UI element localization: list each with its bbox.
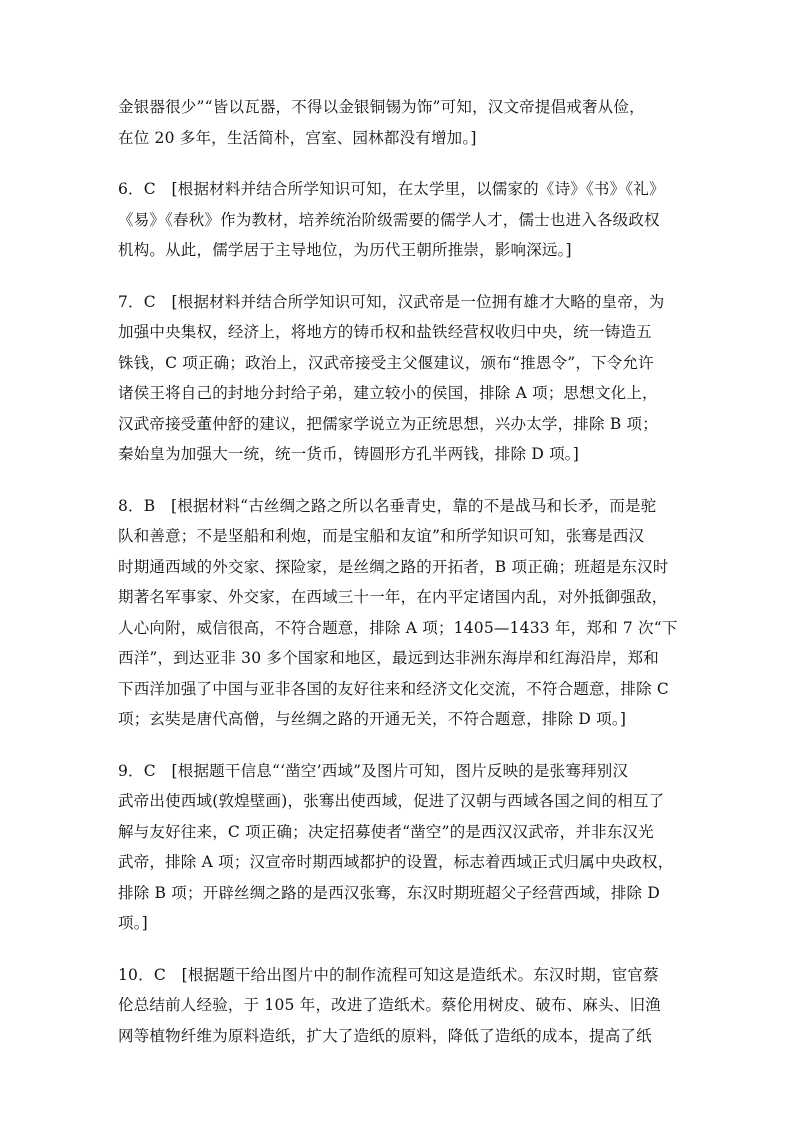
text-line: 下西洋加强了中国与亚非各国的友好往来和经济文化交流，不符合题意，排除 C bbox=[118, 679, 669, 698]
text-line: 西洋”，到达亚非 30 多个国家和地区，最远到达非洲东海岸和红海沿岸，郑和 bbox=[118, 649, 659, 667]
text-line: 秦始皇为加强大一统，统一货币，铸圆形方孔半两钱，排除 D 项。] bbox=[118, 445, 579, 463]
text-line: 9．C [根据题干信息“‘凿空’西域”及图片可知，图片反映的是张骞拜别汉 bbox=[118, 761, 629, 780]
text-line: 《易》《春秋》作为教材，培养统治阶级需要的儒学人才，儒士也进入各级政权 bbox=[118, 210, 660, 229]
text-line: 8．B [根据材料“古丝绸之路之所以名垂青史，靠的不是战马和长矛，而是驼 bbox=[118, 496, 657, 515]
paragraph-gap bbox=[118, 939, 680, 960]
text-line: 伦总结前人经验，于 105 年，改进了造纸术。蔡伦用树皮、破布、麻头、旧渔 bbox=[118, 996, 661, 1014]
text-line: 7．C [根据材料并结合所学知识可知，汉武帝是一位拥有雄才大略的皇帝，为 bbox=[118, 292, 665, 311]
text-line: 期著名军事家、外交家，在西域三十一年，在内平定诸国内乱，对外抵御强敌， bbox=[118, 588, 668, 606]
paragraph-gap bbox=[118, 470, 680, 491]
text-line: 网等植物纤维为原料造纸，扩大了造纸的原料，降低了造纸的成本，提高了纸 bbox=[118, 1026, 652, 1045]
text-line: 机构。从此，儒学居于主导地位，为历代王朝所推崇，影响深远。] bbox=[118, 241, 572, 259]
text-line: 解与友好往来，C 项正确；决定招募使者“凿空”的是西汉汉武帝，并非东汉光 bbox=[118, 822, 654, 841]
text-line: 人心向附，威信很高，不符合题意，排除 A 项；1405—1433 年，郑和 7 次“下 bbox=[118, 618, 678, 637]
text-line: 项；玄奘是唐代高僧，与丝绸之路的开通无关，不符合题意，排除 D 项。] bbox=[118, 710, 627, 728]
paragraph-gap bbox=[118, 735, 680, 756]
text-line: 在位 20 多年，生活简朴，宫室、园林都没有增加。] bbox=[118, 128, 477, 147]
text-line: 项。] bbox=[118, 914, 148, 932]
text-line: 武帝，排除 A 项；汉宣帝时期西域都护的设置，标志着西域正式归属中央政权， bbox=[118, 853, 674, 871]
answer-paragraph-q9 bbox=[118, 756, 680, 939]
answer-document bbox=[118, 92, 680, 1051]
text-line: 排除 B 项；开辟丝绸之路的是西汉张骞，东汉时期班超父子经营西域，排除 D bbox=[118, 883, 661, 902]
text-line: 队和善意；不是坚船和利炮，而是宝船和友谊”和所学知识可知，张骞是西汉 bbox=[118, 527, 645, 545]
text-line: 时期通西域的外交家、探险家，是丝绸之路的开拓者，B 项正确；班超是东汉时 bbox=[118, 557, 669, 576]
answer-paragraph-q8 bbox=[118, 491, 680, 735]
answer-paragraph-q6 bbox=[118, 174, 680, 266]
answer-paragraph-q7 bbox=[118, 287, 680, 470]
answer-paragraph-p5-cont bbox=[118, 92, 680, 153]
paragraph-gap bbox=[118, 266, 680, 287]
answer-paragraph-q10 bbox=[118, 960, 680, 1052]
text-line: 汉武帝接受董仲舒的建议，把儒家学说立为正统思想，兴办太学，排除 B 项； bbox=[118, 414, 658, 433]
text-line: 金银器很少”“皆以瓦器，不得以金银铜锡为饰”可知，汉文帝提倡戒奢从俭， bbox=[118, 98, 645, 116]
text-line: 加强中央集权，经济上，将地方的铸币权和盐铁经营权收归中央，统一铸造五 bbox=[118, 323, 652, 341]
text-line: 铢钱，C 项正确；政治上，汉武帝接受主父偃建议，颁布“推恩令”，下令允许 bbox=[118, 353, 654, 372]
text-line: 10．C [根据题干给出图片中的制作流程可知这是造纸术。东汉时期，宦官蔡 bbox=[118, 965, 659, 984]
text-line: 武帝出使西域(敦煌壁画)，张骞出使西域，促进了汉朝与西域各国之间的相互了 bbox=[118, 792, 665, 810]
text-line: 6．C [根据材料并结合所学知识可知，在太学里，以儒家的《诗》《书》《礼》 bbox=[118, 180, 665, 198]
text-line: 诸侯王将自己的封地分封给子弟，建立较小的侯国，排除 A 项；思想文化上， bbox=[118, 384, 658, 402]
paragraph-gap bbox=[118, 153, 680, 174]
